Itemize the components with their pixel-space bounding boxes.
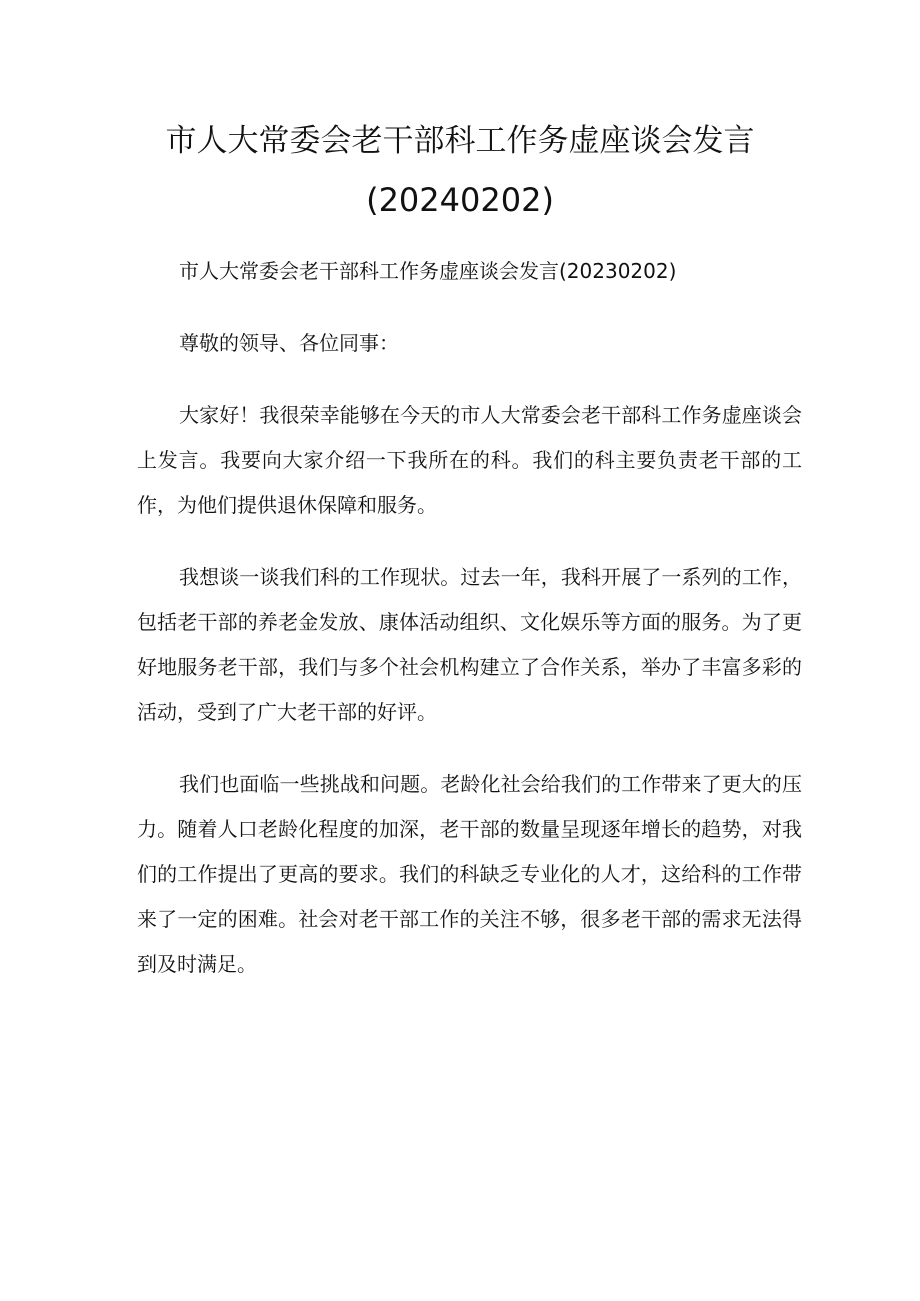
paragraph-salutation: 尊敬的领导、各位同事： <box>179 331 399 355</box>
paragraph-subtitle: 市人大常委会老干部科工作务虚座谈会发言(20230202) <box>179 259 677 283</box>
document-title: 市人大常委会老干部科工作务虚座谈会发言 <box>165 123 755 159</box>
document-body <box>137 249 802 987</box>
paragraph-introduction: 大家好！我很荣幸能够在今天的市人大常委会老干部科工作务虚座谈会上发言。我要向大家介绍一下我所在的科。我们的科主要负责老干部的工作，为他们提供退休保障和服务。 <box>137 403 802 517</box>
paragraph-challenges: 我们也面临一些挑战和问题。老龄化社会给我们的工作带来了更大的压力。随着人口老龄化程度的加深，老干部的数量呈现逐年增长的趋势，对我们的工作提出了更高的要求。我们的科缺乏专业化的人才，这给科的工作带来了一定的困难。社会对老干部工作的关注不够，很多老干部的需求无法得到及时满足。 <box>137 772 802 976</box>
document-title-date: (20240202) <box>366 181 554 219</box>
paragraph-work-status: 我想谈一谈我们科的工作现状。过去一年，我科开展了一系列的工作，包括老干部的养老金发放、康体活动组织、文化娱乐等方面的服务。为了更好地服务老干部，我们与多个社会机构建立了合作关系，举办了丰富多彩的活动，受到了广大老干部的好评。 <box>137 565 802 724</box>
